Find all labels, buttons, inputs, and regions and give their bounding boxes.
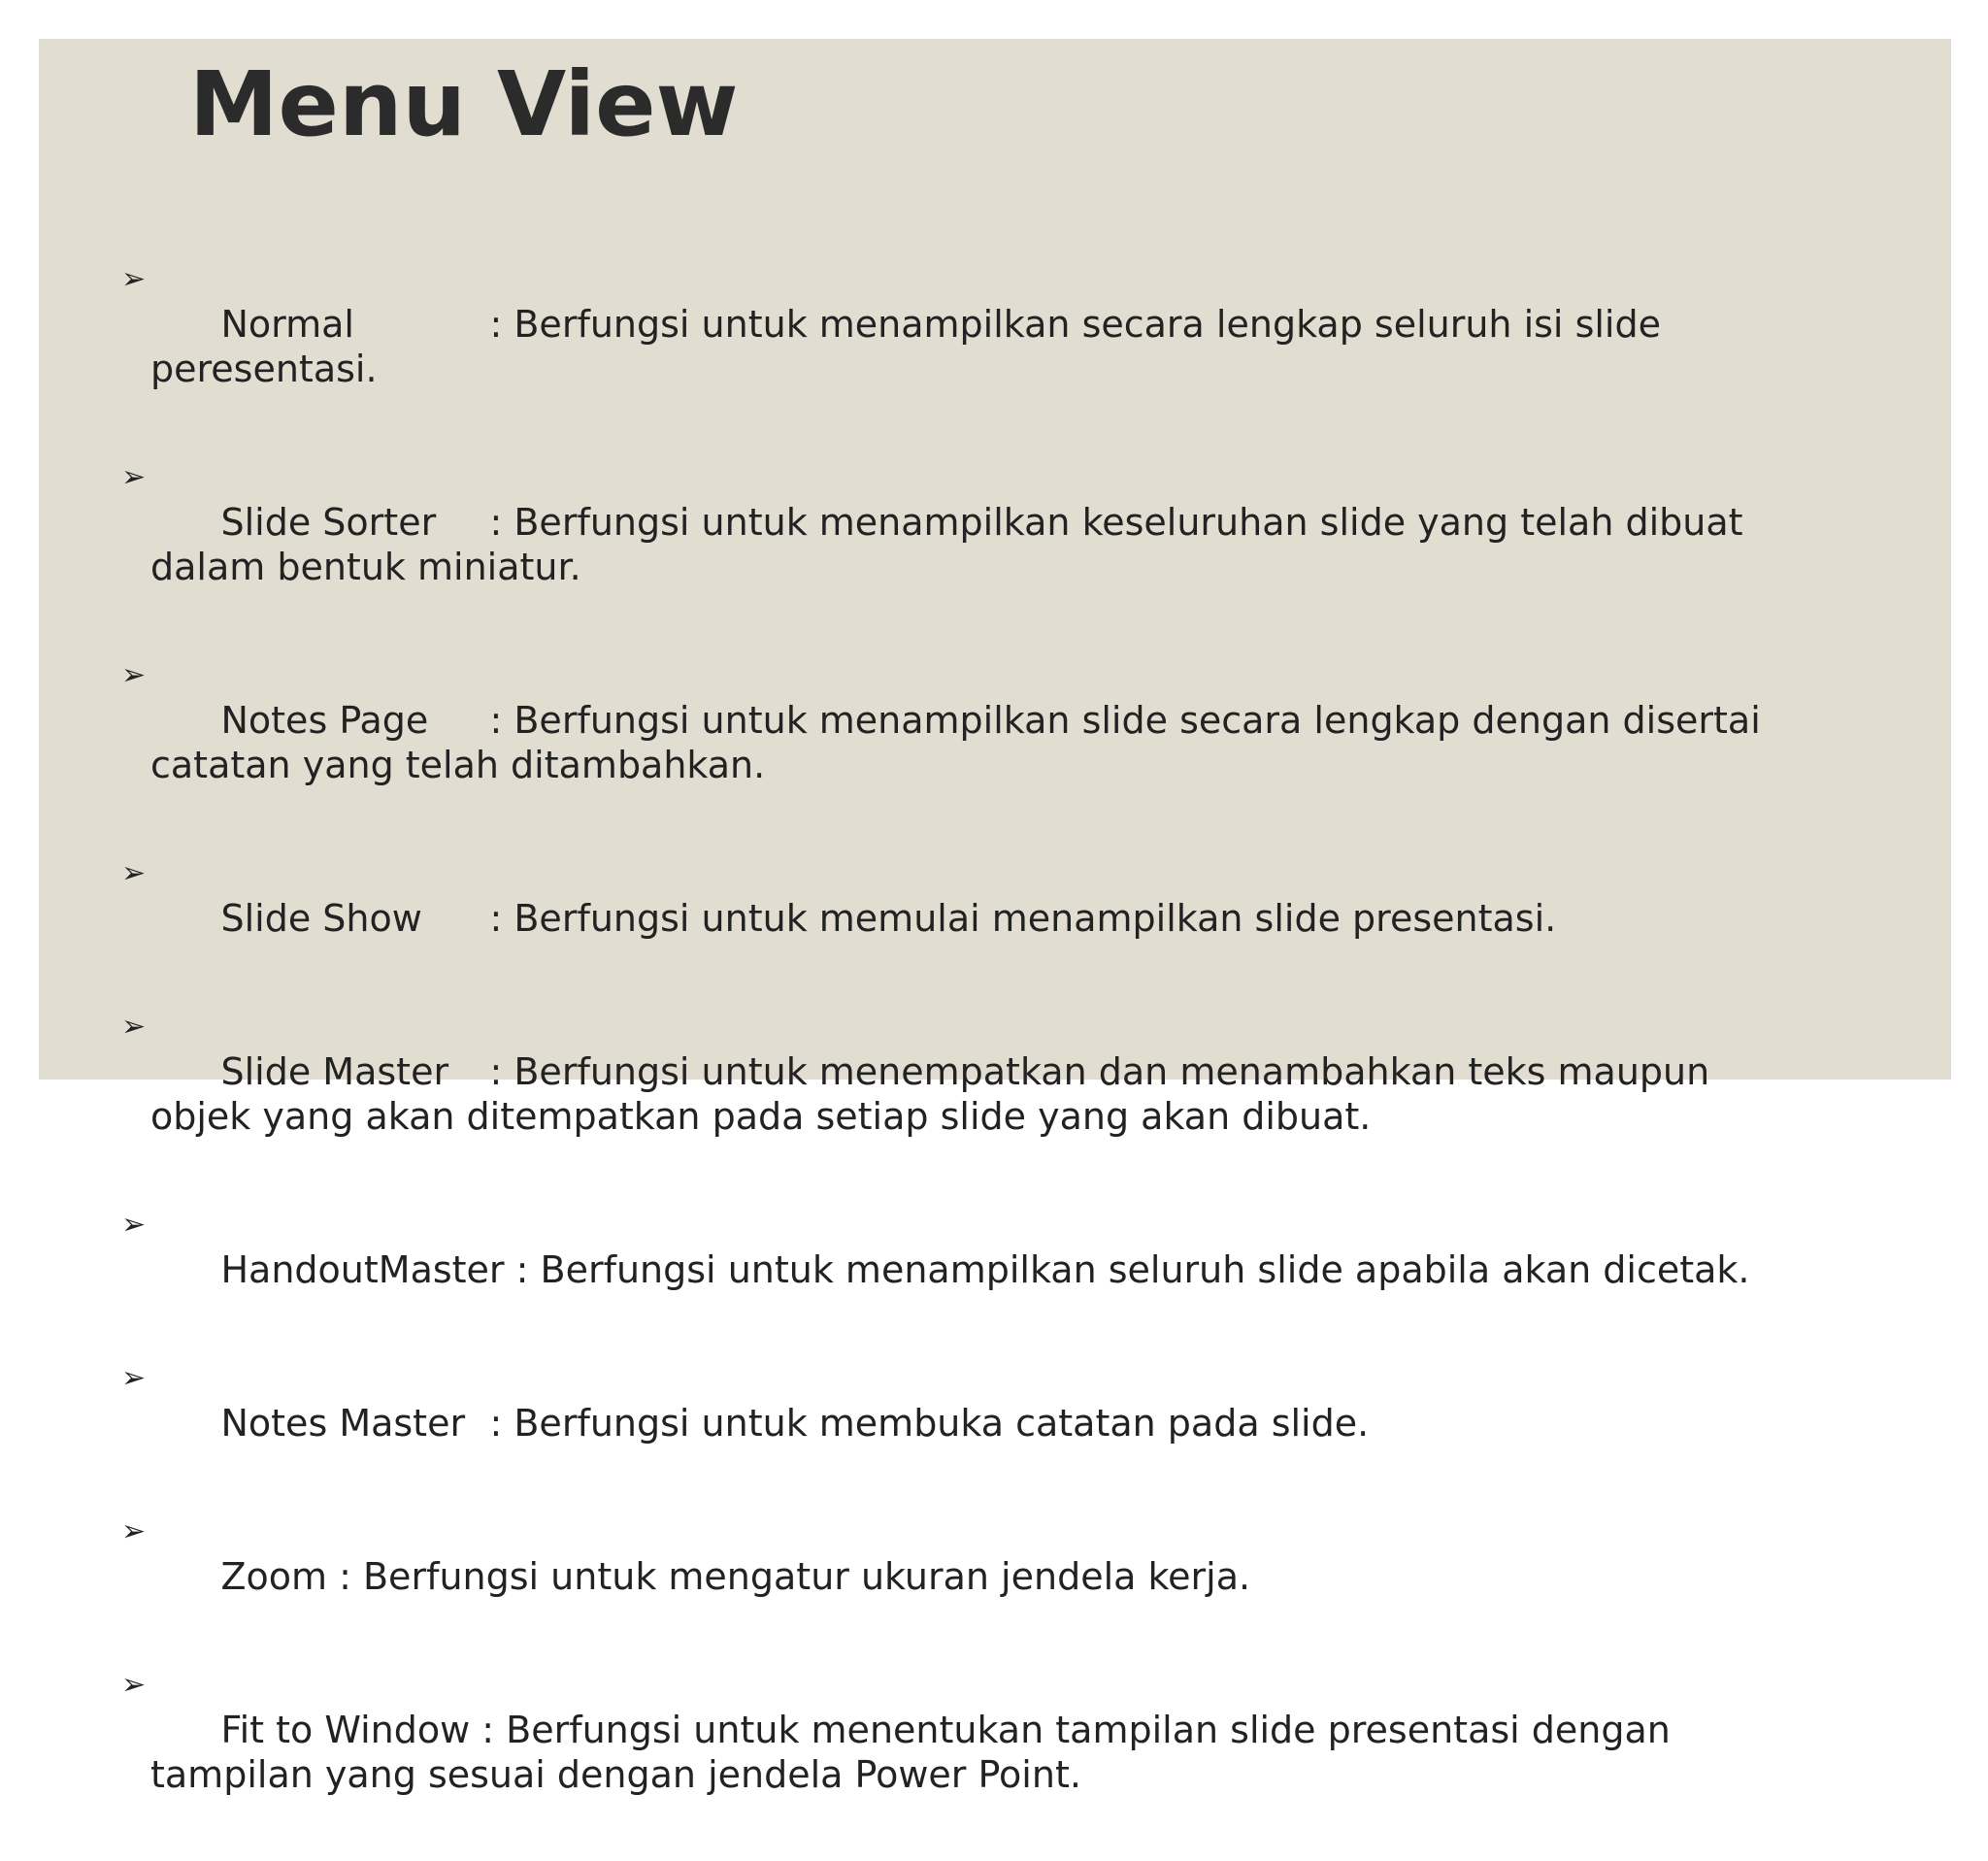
item-term: Slide Show [220,897,422,940]
item-term: Fit to Window [220,1709,471,1751]
arrow-bullet-icon: ➢ [121,658,147,692]
item-description: : Berfungsi untuk memulai menampilkan slide presentasi. [489,897,1557,940]
item-description: : Berfungsi untuk menampilkan slide secara lengkap dengan disertai catatan yang telah ditambahkan. [150,699,1773,786]
item-term: Normal [220,303,354,346]
item-description: : Berfungsi untuk menentukan tampilan slide presentasi dengan tampilan yang sesuai dengan jendela Power Point. [150,1709,1682,1796]
item-term: Slide Sorter [220,501,437,544]
list-item [121,257,1791,436]
item-term: HandoutMaster [220,1248,505,1291]
list-item [121,1663,1791,1842]
bullet-list [121,257,1791,1861]
list-item [121,1203,1791,1337]
list-item [121,1356,1791,1490]
item-description: : Berfungsi untuk menempatkan dan menambahkan teks maupun objek yang akan ditempatkan pada setiap slide yang akan dibuat. [150,1050,1722,1138]
arrow-bullet-icon: ➢ [121,460,147,494]
arrow-bullet-icon: ➢ [121,1208,147,1242]
arrow-bullet-icon: ➢ [121,1361,147,1395]
list-item [121,851,1791,985]
arrow-bullet-icon: ➢ [121,1010,147,1044]
arrow-bullet-icon: ➢ [121,1668,147,1702]
item-term: Slide Master [220,1050,449,1093]
slide [39,39,1951,1796]
arrow-bullet-icon: ➢ [121,856,147,890]
arrow-bullet-icon: ➢ [121,262,147,296]
item-term: Notes Master [220,1402,466,1445]
item-description: : Berfungsi untuk menampilkan keseluruhan slide yang telah dibuat dalam bentuk miniatur. [150,501,1755,588]
item-description: : Berfungsi untuk mengatur ukuran jendela kerja. [327,1555,1251,1598]
arrow-bullet-icon: ➢ [121,1514,147,1548]
item-description: : Berfungsi untuk menampilkan secara lengkap seluruh isi slide peresentasi. [150,303,1673,390]
item-description: : Berfungsi untuk menampilkan seluruh slide apabila akan dicetak. [504,1248,1750,1291]
item-description: : Berfungsi untuk membuka catatan pada slide. [489,1402,1370,1445]
list-item [121,653,1791,832]
item-term: Zoom [220,1555,328,1598]
list-item [121,455,1791,634]
item-term: Notes Page [220,699,429,742]
list-item [121,1510,1791,1644]
slide-title: Menu View [189,52,739,156]
list-item [121,1005,1791,1183]
